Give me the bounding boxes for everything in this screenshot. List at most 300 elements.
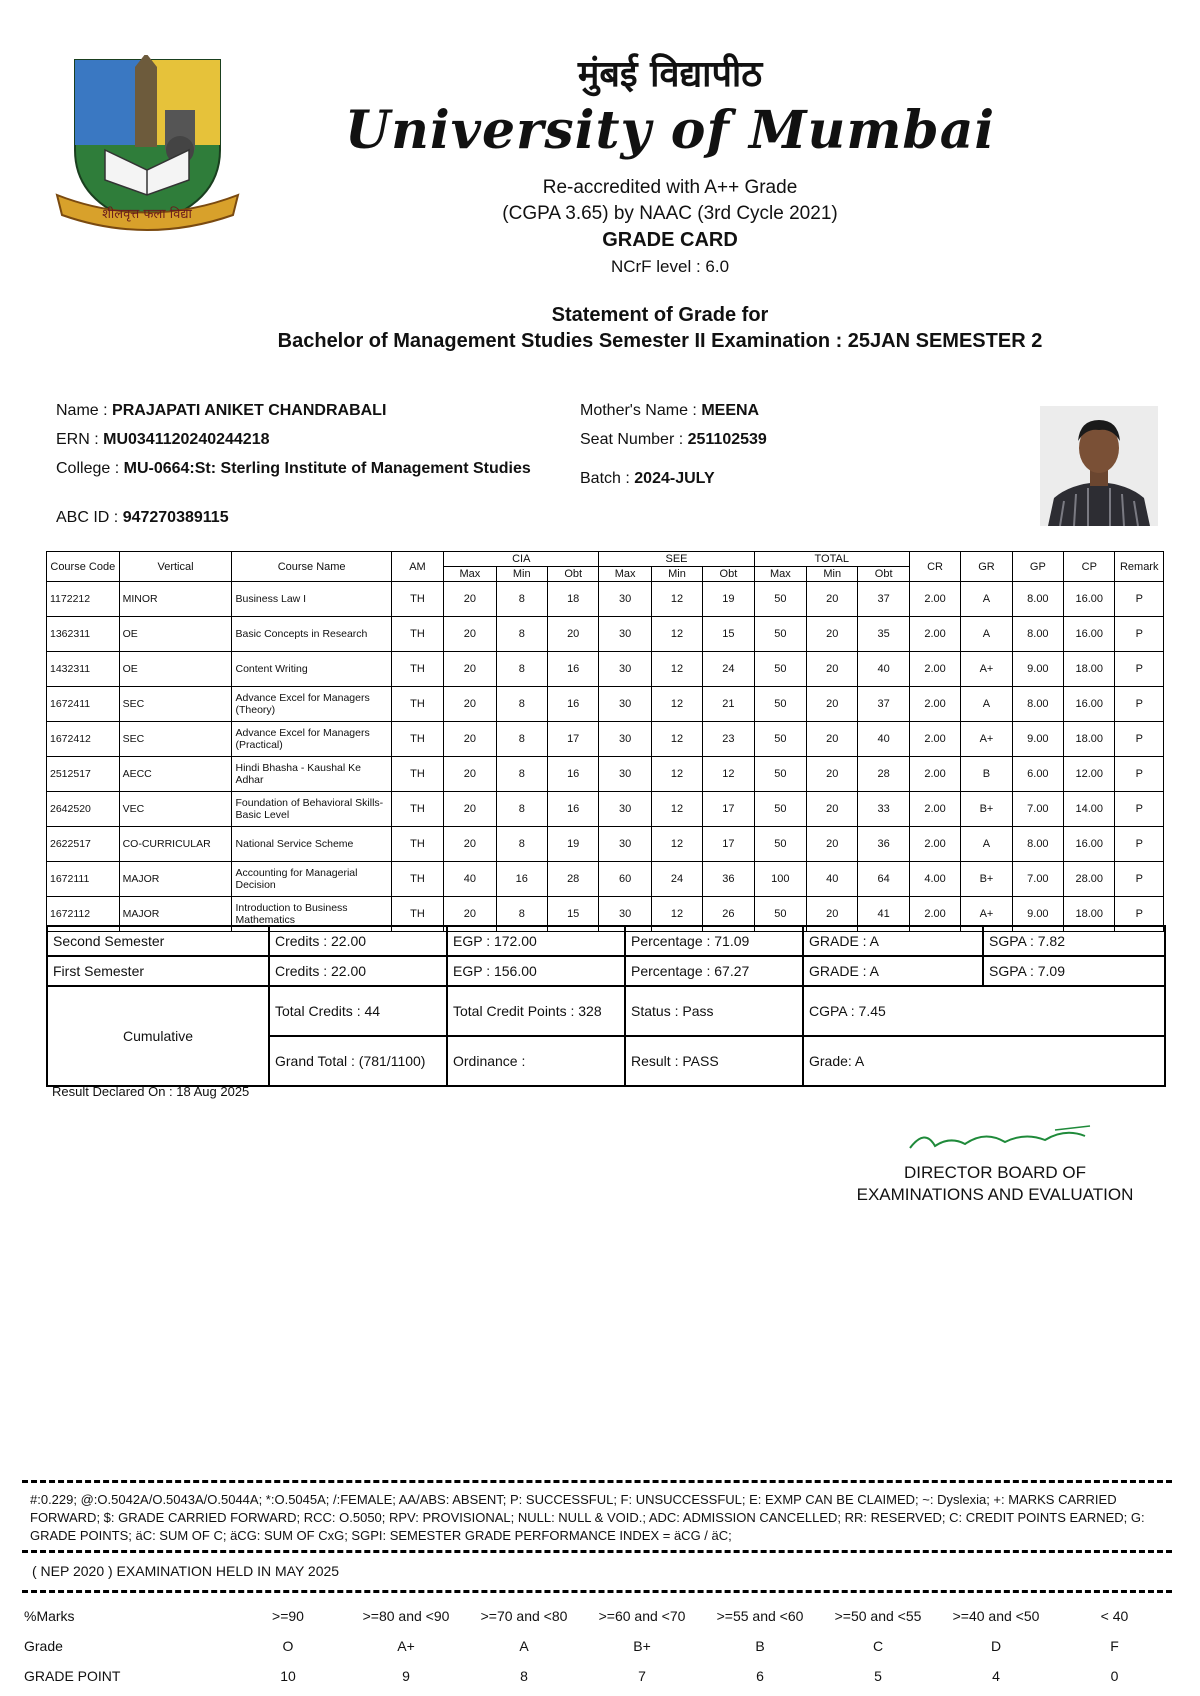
table-row xyxy=(47,862,1164,897)
marks-label: %Marks xyxy=(24,1608,75,1624)
cell-gp: 8.00 xyxy=(1012,582,1063,617)
cell-tot-obt: 36 xyxy=(858,827,909,862)
cell-see-obt: 19 xyxy=(703,582,754,617)
first-semester-sgpa: SGPA : 7.09 xyxy=(983,956,1165,986)
cell-cia-max: 20 xyxy=(444,652,496,687)
cell-cp: 16.00 xyxy=(1064,582,1115,617)
ern-value: MU0341120240244218 xyxy=(103,431,270,448)
header-total: TOTAL xyxy=(754,552,909,567)
grade-point-value: 6 xyxy=(756,1668,764,1684)
header-cia-max: Max xyxy=(444,567,496,582)
cell-gp: 9.00 xyxy=(1012,897,1063,932)
cumulative-ordinance: Ordinance : xyxy=(447,1036,625,1086)
cumulative-status: Status : Pass xyxy=(625,986,803,1036)
cell-cia-min: 8 xyxy=(496,617,547,652)
cell-gr: A+ xyxy=(961,652,1012,687)
cell-cia-min: 8 xyxy=(496,582,547,617)
cell-tot-obt: 40 xyxy=(858,722,909,757)
document-title: GRADE CARD xyxy=(602,229,738,251)
cell-cia-obt: 28 xyxy=(547,862,598,897)
cell-tot-obt: 64 xyxy=(858,862,909,897)
cell-gp: 8.00 xyxy=(1012,617,1063,652)
cell-vertical: CO-CURRICULAR xyxy=(119,827,232,862)
cell-gr: A xyxy=(961,687,1012,722)
seat-number-row xyxy=(580,431,767,449)
cell-cia-max: 20 xyxy=(444,827,496,862)
cell-vertical: OE xyxy=(119,617,232,652)
cell-am: TH xyxy=(391,792,443,827)
second-semester-percentage: Percentage : 71.09 xyxy=(625,926,803,956)
cell-gr: A+ xyxy=(961,722,1012,757)
cell-code: 1672112 xyxy=(47,897,120,932)
first-semester-grade: GRADE : A xyxy=(803,956,983,986)
ern-label: ERN : xyxy=(56,431,99,448)
cell-code: 1672412 xyxy=(47,722,120,757)
cell-tot-min: 20 xyxy=(807,757,858,792)
first-semester-egp: EGP : 156.00 xyxy=(447,956,625,986)
cell-see-max: 30 xyxy=(599,617,651,652)
cell-tot-max: 50 xyxy=(754,617,806,652)
table-row xyxy=(47,582,1164,617)
cell-cp: 18.00 xyxy=(1064,722,1115,757)
cell-remark: P xyxy=(1115,792,1164,827)
cell-see-obt: 15 xyxy=(703,617,754,652)
marks-value: >=40 and <50 xyxy=(952,1608,1040,1624)
cumulative-grand-total: Grand Total : (781/1100) xyxy=(269,1036,447,1086)
header-cp: CP xyxy=(1064,552,1115,582)
table-row xyxy=(47,617,1164,652)
cell-cr: 2.00 xyxy=(909,757,960,792)
cell-cia-min: 8 xyxy=(496,792,547,827)
grade-value: O xyxy=(282,1638,294,1654)
cell-tot-obt: 41 xyxy=(858,897,909,932)
cell-tot-max: 50 xyxy=(754,687,806,722)
cell-cia-min: 8 xyxy=(496,687,547,722)
grade-scale-marks-row xyxy=(24,1601,1174,1631)
header-gp: GP xyxy=(1012,552,1063,582)
marks-value: >=55 and <60 xyxy=(716,1608,804,1624)
second-semester-row xyxy=(47,926,1165,956)
cell-code: 2642520 xyxy=(47,792,120,827)
cell-cia-max: 20 xyxy=(444,792,496,827)
grade-value: F xyxy=(1110,1638,1119,1654)
cell-name: Accounting for Managerial Decision xyxy=(232,862,391,897)
cell-tot-min: 20 xyxy=(807,582,858,617)
cell-cr: 4.00 xyxy=(909,862,960,897)
table-row xyxy=(47,687,1164,722)
cell-tot-max: 50 xyxy=(754,757,806,792)
cell-name: Hindi Bhasha - Kaushal Ke Adhar xyxy=(232,757,391,792)
cell-cia-max: 20 xyxy=(444,897,496,932)
college-value: MU-0664:St: Sterling Institute of Management Studies xyxy=(123,460,531,477)
cumulative-result: Result : PASS xyxy=(625,1036,803,1086)
cell-see-max: 30 xyxy=(599,652,651,687)
table-row xyxy=(47,757,1164,792)
cell-tot-min: 20 xyxy=(807,687,858,722)
table-row xyxy=(47,652,1164,687)
grade-point-value: 9 xyxy=(402,1668,410,1684)
cell-tot-min: 20 xyxy=(807,617,858,652)
cell-am: TH xyxy=(391,687,443,722)
grade-label: Grade xyxy=(24,1638,63,1654)
cell-vertical: MAJOR xyxy=(119,897,232,932)
cell-see-min: 12 xyxy=(651,722,702,757)
cell-cia-max: 40 xyxy=(444,862,496,897)
cell-see-min: 12 xyxy=(651,687,702,722)
cell-cp: 12.00 xyxy=(1064,757,1115,792)
cell-see-max: 30 xyxy=(599,722,651,757)
second-semester-sgpa: SGPA : 7.82 xyxy=(983,926,1165,956)
cell-see-obt: 21 xyxy=(703,687,754,722)
header-gr: GR xyxy=(961,552,1012,582)
ern-row xyxy=(56,431,270,449)
divider xyxy=(22,1480,1172,1483)
cumulative-total-credit-points: Total Credit Points : 328 xyxy=(447,986,625,1036)
cell-remark: P xyxy=(1115,862,1164,897)
cell-cia-obt: 16 xyxy=(547,652,598,687)
marks-value: >=70 and <80 xyxy=(480,1608,568,1624)
cell-tot-max: 100 xyxy=(754,862,806,897)
first-semester-row xyxy=(47,956,1165,986)
cell-see-max: 60 xyxy=(599,862,651,897)
grade-scale-points-row xyxy=(24,1661,1174,1691)
cell-see-max: 30 xyxy=(599,897,651,932)
second-semester-credits: Credits : 22.00 xyxy=(269,926,447,956)
cell-cia-obt: 20 xyxy=(547,617,598,652)
cell-cr: 2.00 xyxy=(909,582,960,617)
cell-gr: A xyxy=(961,617,1012,652)
grade-point-value: 5 xyxy=(874,1668,882,1684)
cell-gp: 8.00 xyxy=(1012,827,1063,862)
cell-gr: B xyxy=(961,757,1012,792)
grade-value: B+ xyxy=(633,1638,651,1654)
mother-name: MEENA xyxy=(701,402,760,419)
cell-name: Foundation of Behavioral Skills- Basic Level xyxy=(232,792,391,827)
cell-see-min: 12 xyxy=(651,757,702,792)
grade-point-value: 4 xyxy=(992,1668,1000,1684)
cell-see-obt: 26 xyxy=(703,897,754,932)
batch-row xyxy=(580,470,715,488)
cell-cr: 2.00 xyxy=(909,617,960,652)
cell-am: TH xyxy=(391,652,443,687)
cell-see-max: 30 xyxy=(599,792,651,827)
cell-name: Advance Excel for Managers (Theory) xyxy=(232,687,391,722)
cell-cia-obt: 16 xyxy=(547,687,598,722)
summary-table xyxy=(46,925,1166,1087)
signatory-title xyxy=(840,1162,1150,1206)
cell-cia-max: 20 xyxy=(444,722,496,757)
cell-gr: A+ xyxy=(961,897,1012,932)
cell-am: TH xyxy=(391,757,443,792)
cell-remark: P xyxy=(1115,652,1164,687)
cell-remark: P xyxy=(1115,617,1164,652)
header-see-obt: Obt xyxy=(703,567,754,582)
cell-tot-max: 50 xyxy=(754,827,806,862)
cell-gp: 7.00 xyxy=(1012,792,1063,827)
batch-label: Batch : xyxy=(580,470,630,487)
cumulative-grade: Grade: A xyxy=(803,1036,1165,1086)
cell-am: TH xyxy=(391,897,443,932)
abc-id-label: ABC ID : xyxy=(56,509,119,526)
cell-gp: 8.00 xyxy=(1012,687,1063,722)
cell-see-min: 12 xyxy=(651,792,702,827)
cell-cia-obt: 16 xyxy=(547,757,598,792)
cell-name: Advance Excel for Managers (Practical) xyxy=(232,722,391,757)
cell-remark: P xyxy=(1115,827,1164,862)
cumulative-total-credits: Total Credits : 44 xyxy=(269,986,447,1036)
header-course-name: Course Name xyxy=(232,552,391,582)
cell-see-max: 30 xyxy=(599,687,651,722)
cell-am: TH xyxy=(391,582,443,617)
cell-tot-obt: 37 xyxy=(858,687,909,722)
cell-see-min: 12 xyxy=(651,617,702,652)
cell-name: National Service Scheme xyxy=(232,827,391,862)
cell-see-obt: 17 xyxy=(703,792,754,827)
cell-tot-min: 20 xyxy=(807,827,858,862)
cell-cia-obt: 16 xyxy=(547,792,598,827)
cell-see-obt: 23 xyxy=(703,722,754,757)
header-am: AM xyxy=(391,552,443,582)
cell-remark: P xyxy=(1115,687,1164,722)
cell-cr: 2.00 xyxy=(909,827,960,862)
cumulative-label: Cumulative xyxy=(47,986,269,1086)
cell-name: Content Writing xyxy=(232,652,391,687)
cell-code: 1172212 xyxy=(47,582,120,617)
header-course-code: Course Code xyxy=(47,552,120,582)
marks-value: >=90 xyxy=(272,1608,304,1624)
header-remark: Remark xyxy=(1115,552,1164,582)
cell-name: Basic Concepts in Research xyxy=(232,617,391,652)
college-label: College : xyxy=(56,460,120,477)
cell-see-max: 30 xyxy=(599,827,651,862)
student-name-row xyxy=(56,402,386,420)
cell-cia-obt: 15 xyxy=(547,897,598,932)
cell-name: Introduction to Business Mathematics xyxy=(232,897,391,932)
cumulative-cgpa: CGPA : 7.45 xyxy=(803,986,1165,1036)
table-row xyxy=(47,827,1164,862)
first-semester-credits: Credits : 22.00 xyxy=(269,956,447,986)
cell-cp: 16.00 xyxy=(1064,827,1115,862)
cell-see-min: 24 xyxy=(651,862,702,897)
cell-tot-obt: 28 xyxy=(858,757,909,792)
cell-am: TH xyxy=(391,722,443,757)
seat-number-label: Seat Number : xyxy=(580,431,684,448)
accreditation-line-1: Re-accredited with A++ Grade xyxy=(542,177,798,198)
cell-cia-max: 20 xyxy=(444,757,496,792)
signatory-title-line-1: DIRECTOR BOARD OF xyxy=(904,1163,1086,1182)
cell-see-obt: 12 xyxy=(703,757,754,792)
cell-code: 1672111 xyxy=(47,862,120,897)
grades-table xyxy=(46,551,1164,932)
cell-see-min: 12 xyxy=(651,582,702,617)
cell-see-min: 12 xyxy=(651,652,702,687)
cell-cp: 16.00 xyxy=(1064,617,1115,652)
second-semester-grade: GRADE : A xyxy=(803,926,983,956)
abc-id-value: 947270389115 xyxy=(122,509,229,526)
cell-am: TH xyxy=(391,617,443,652)
marks-value: >=80 and <90 xyxy=(362,1608,450,1624)
cell-see-max: 30 xyxy=(599,582,651,617)
divider xyxy=(22,1590,1172,1593)
second-semester-label: Second Semester xyxy=(47,926,269,956)
cell-code: 1432311 xyxy=(47,652,120,687)
cell-gr: B+ xyxy=(961,792,1012,827)
cell-see-min: 12 xyxy=(651,827,702,862)
cell-cia-max: 20 xyxy=(444,582,496,617)
cell-tot-max: 50 xyxy=(754,582,806,617)
director-signature xyxy=(905,1118,1095,1158)
header-cia-min: Min xyxy=(496,567,547,582)
cell-tot-min: 40 xyxy=(807,862,858,897)
accreditation-line-2: (CGPA 3.65) by NAAC (3rd Cycle 2021) xyxy=(502,203,838,224)
grade-point-value: 7 xyxy=(638,1668,646,1684)
cell-vertical: MAJOR xyxy=(119,862,232,897)
cell-cia-max: 20 xyxy=(444,687,496,722)
cell-cr: 2.00 xyxy=(909,897,960,932)
batch-value: 2024-JULY xyxy=(634,470,715,487)
cell-cr: 2.00 xyxy=(909,722,960,757)
grade-point-value: 0 xyxy=(1110,1668,1119,1684)
divider xyxy=(22,1550,1172,1553)
cell-cp: 14.00 xyxy=(1064,792,1115,827)
cell-see-obt: 36 xyxy=(703,862,754,897)
grade-value: C xyxy=(872,1638,884,1654)
signatory-title-line-2: EXAMINATIONS AND EVALUATION xyxy=(856,1185,1134,1204)
header-cia-obt: Obt xyxy=(547,567,598,582)
cell-tot-obt: 37 xyxy=(858,582,909,617)
cell-tot-min: 20 xyxy=(807,897,858,932)
statement-title: Statement of Grade for xyxy=(551,304,769,326)
cell-cp: 18.00 xyxy=(1064,652,1115,687)
cell-tot-obt: 40 xyxy=(858,652,909,687)
cell-tot-obt: 35 xyxy=(858,617,909,652)
table-row xyxy=(47,792,1164,827)
cell-gp: 9.00 xyxy=(1012,722,1063,757)
cumulative-row-1 xyxy=(47,986,1165,1036)
cell-tot-obt: 33 xyxy=(858,792,909,827)
cell-code: 1362311 xyxy=(47,617,120,652)
cell-cia-min: 8 xyxy=(496,652,547,687)
header-total-min: Min xyxy=(807,567,858,582)
cell-gr: B+ xyxy=(961,862,1012,897)
grade-point-value: 10 xyxy=(280,1668,296,1684)
cell-vertical: VEC xyxy=(119,792,232,827)
grade-rows xyxy=(47,582,1164,932)
cell-cp: 28.00 xyxy=(1064,862,1115,897)
cell-cia-min: 8 xyxy=(496,722,547,757)
cell-tot-max: 50 xyxy=(754,792,806,827)
header-see-min: Min xyxy=(651,567,702,582)
seat-number: 251102539 xyxy=(687,431,767,448)
marks-value: >=60 and <70 xyxy=(598,1608,686,1624)
header-cia: CIA xyxy=(444,552,599,567)
cell-cr: 2.00 xyxy=(909,652,960,687)
marks-value: >=50 and <55 xyxy=(834,1608,922,1624)
cell-code: 2622517 xyxy=(47,827,120,862)
cell-cia-min: 16 xyxy=(496,862,547,897)
table-row xyxy=(47,722,1164,757)
first-semester-percentage: Percentage : 67.27 xyxy=(625,956,803,986)
cell-tot-max: 50 xyxy=(754,722,806,757)
cell-tot-min: 20 xyxy=(807,792,858,827)
cell-am: TH xyxy=(391,827,443,862)
cell-cr: 2.00 xyxy=(909,792,960,827)
cell-remark: P xyxy=(1115,757,1164,792)
cell-vertical: SEC xyxy=(119,687,232,722)
cell-am: TH xyxy=(391,862,443,897)
grade-scale-table xyxy=(24,1601,1174,1691)
cell-tot-min: 20 xyxy=(807,722,858,757)
cell-remark: P xyxy=(1115,897,1164,932)
cell-cia-min: 8 xyxy=(496,897,547,932)
student-photo xyxy=(1040,406,1158,526)
cell-tot-max: 50 xyxy=(754,897,806,932)
university-name: University of Mumbai xyxy=(344,100,996,161)
cell-vertical: SEC xyxy=(119,722,232,757)
cell-see-max: 30 xyxy=(599,757,651,792)
cell-tot-max: 50 xyxy=(754,652,806,687)
cell-gr: A xyxy=(961,827,1012,862)
cell-vertical: MINOR xyxy=(119,582,232,617)
cell-remark: P xyxy=(1115,722,1164,757)
examination-title: Bachelor of Management Studies Semester II Examination : 25JAN SEMESTER 2 xyxy=(277,330,1043,352)
cell-cp: 18.00 xyxy=(1064,897,1115,932)
cell-cia-min: 8 xyxy=(496,757,547,792)
student-name: PRAJAPATI ANIKET CHANDRABALI xyxy=(112,402,387,419)
cell-cia-max: 20 xyxy=(444,617,496,652)
cell-see-obt: 24 xyxy=(703,652,754,687)
university-name-devanagari: मुंबई विद्यापीठ xyxy=(577,54,763,95)
header-cr: CR xyxy=(909,552,960,582)
cell-code: 1672411 xyxy=(47,687,120,722)
header-see: SEE xyxy=(599,552,754,567)
grade-value: A+ xyxy=(397,1638,415,1654)
cell-gp: 7.00 xyxy=(1012,862,1063,897)
cell-gp: 9.00 xyxy=(1012,652,1063,687)
second-semester-egp: EGP : 172.00 xyxy=(447,926,625,956)
cell-cia-obt: 17 xyxy=(547,722,598,757)
legend-abbreviations: #:0.229; @:O.5042A/O.5043A/O.5044A; *:O.5045A; /:FEMALE; AA/ABS: ABSENT; P: SUCCESSFUL; F: UNSUCCESSFUL; E: EXMP CAN BE CLAIMED; ~: Dyslexia; +: MARKS CARRIED FORWARD; $: GRADE CARRIED FORWARD; RCC: O.5050; RPV: PROVISIONAL; NULL: NULL & VOID.; ADC: ADMISSION CANCELLED; RR: RESERVED; C: CREDIT POINTS EARNED; G: GRADE POINTS; äC: SUM OF C; äCG: SUM OF CxG; SGPI: SEMESTER GRADE PERFORMANCE INDEX = äCG / äC; xyxy=(30,1492,1145,1543)
header-total-obt: Obt xyxy=(858,567,909,582)
cell-name: Business Law I xyxy=(232,582,391,617)
cell-cia-obt: 19 xyxy=(547,827,598,862)
ncrf-level: NCrF level : 6.0 xyxy=(610,257,730,276)
grade-value: B xyxy=(755,1638,765,1654)
mother-name-label: Mother's Name : xyxy=(580,402,697,419)
cell-cia-obt: 18 xyxy=(547,582,598,617)
grade-value: D xyxy=(990,1638,1002,1654)
marks-value: < 40 xyxy=(1100,1608,1129,1624)
grade-value: A xyxy=(519,1638,529,1654)
cell-gr: A xyxy=(961,582,1012,617)
header-vertical: Vertical xyxy=(119,552,232,582)
cell-vertical: AECC xyxy=(119,757,232,792)
cell-remark: P xyxy=(1115,582,1164,617)
cell-gp: 6.00 xyxy=(1012,757,1063,792)
cell-cr: 2.00 xyxy=(909,687,960,722)
college-row xyxy=(56,459,536,479)
abc-id-row xyxy=(56,509,229,527)
cell-cia-min: 8 xyxy=(496,827,547,862)
header-total-max: Max xyxy=(754,567,806,582)
cell-see-min: 12 xyxy=(651,897,702,932)
logo-motto: शीलवृत्त फला विद्या xyxy=(102,207,192,222)
cell-tot-min: 20 xyxy=(807,652,858,687)
cell-code: 2512517 xyxy=(47,757,120,792)
cell-vertical: OE xyxy=(119,652,232,687)
grade-scale-grades-row xyxy=(24,1631,1174,1661)
mother-name-row xyxy=(580,402,759,420)
